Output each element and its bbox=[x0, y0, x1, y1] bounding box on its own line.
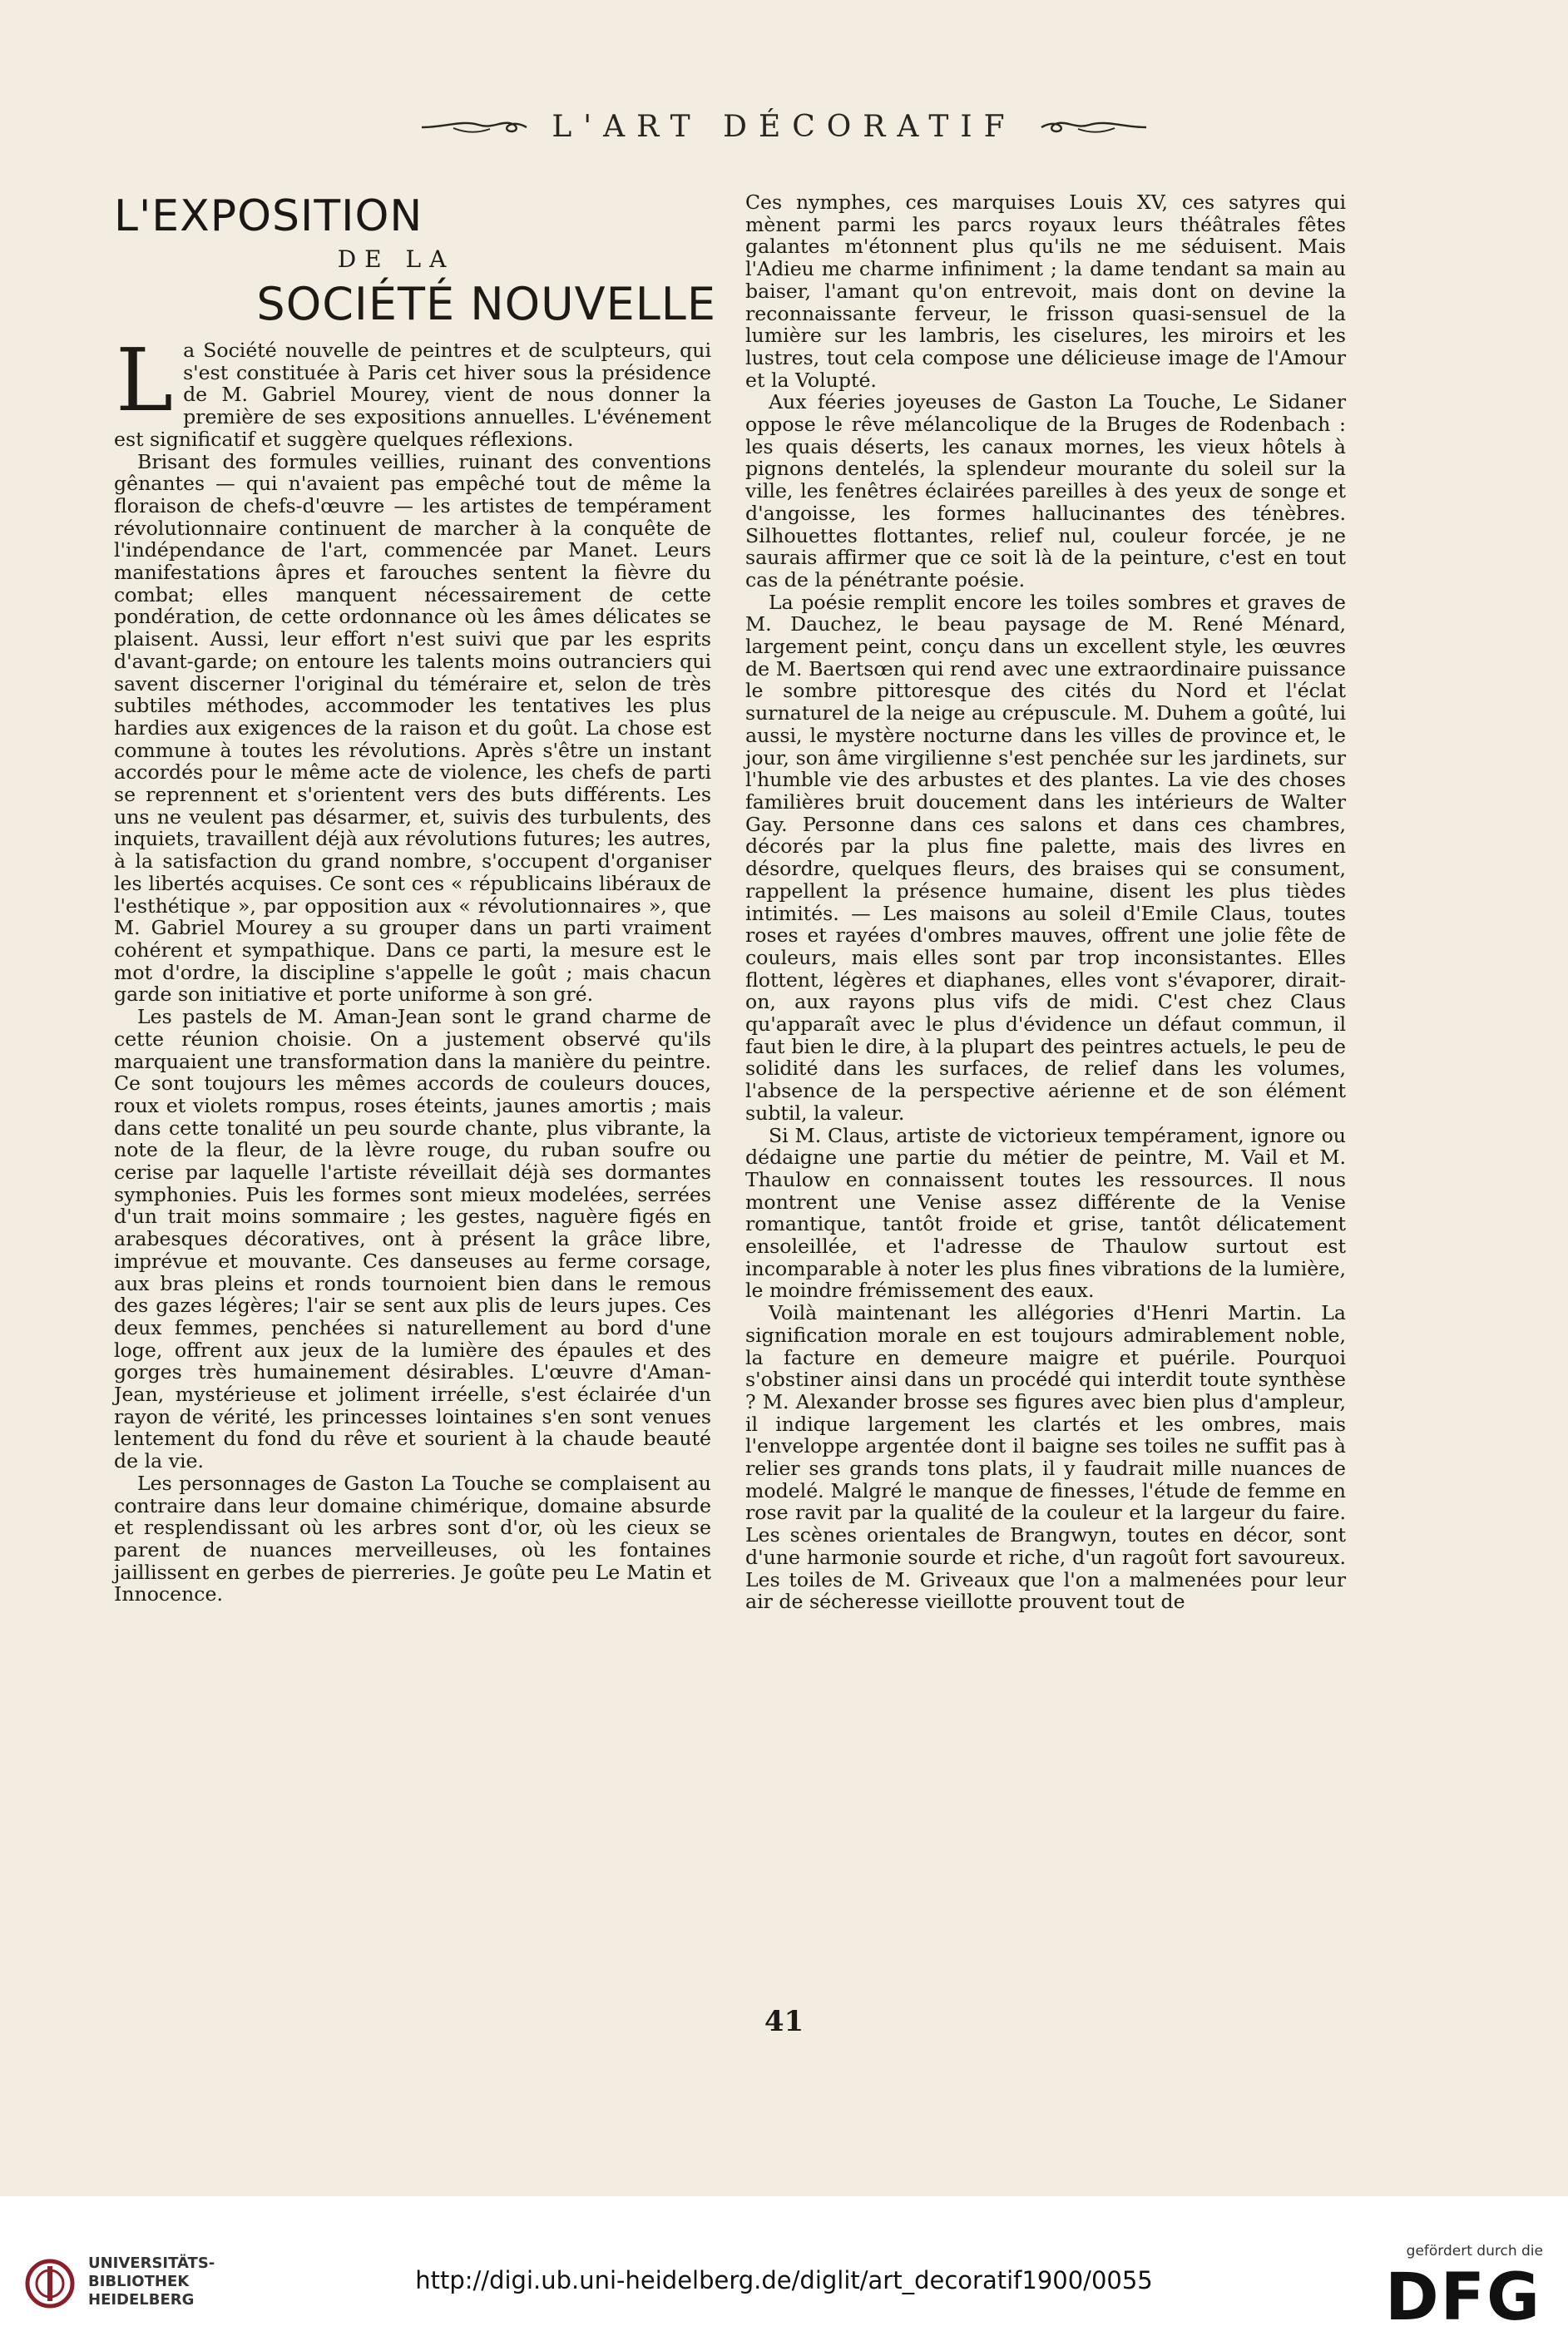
digitization-footer bbox=[0, 2196, 1568, 2351]
title-line-societe-nouvelle: SOCIÉTÉ NOUVELLE bbox=[256, 278, 716, 330]
paragraph bbox=[114, 329, 711, 451]
paragraph: Voilà maintenant les allégories d'Henri Martin. La signification morale en est toujours admirablement noble, la facture en demeure maigre et puérile. Pourquoi s'obstiner ainsi dans un procédé qui interdit toute synthèse ? M. Alexander brosse ses figures avec bien plus d'ampleur, il indique largement les clartés et les ombres, mais l'enveloppe argentée dont il baigne ses toiles ne suffit pas à relier ses grands tons plats, il y faudrait mille nuances de modelé. Malgré le manque de finesses, l'étude de femme en rose ravit par la qualité de la couleur et la largeur du faire. Les scènes orientales de Brangwyn, toutes en décor, sont d'une harmonie sourde et riche, d'un ragoût fort savoureux. Les toiles de M. Griveaux que l'on a malmenées pour leur air de sécheresse vieillotte prouvent tout de bbox=[745, 1301, 1346, 1614]
drop-cap: L bbox=[116, 329, 174, 431]
university-name-line: HEIDELBERG bbox=[88, 2291, 195, 2309]
university-name-line: UNIVERSITÄTS- bbox=[88, 2254, 215, 2272]
paragraph: Ces nymphes, ces marquises Louis XV, ces satyres qui mènent parmi les parcs royaux leurs théâtrales fêtes galantes m'étonnent plus qu'ils ne me séduisent. Mais l'Adieu me charme infiniment ; la dame tendant sa main au baiser, l'amant qu'on entrevoit, mais dont on devine la reconnaissante ferveur, le frisson quasi-sensuel de la lumière sur les lambris, les ciselures, les miroirs et les lustres, tout cela compose une délicieuse image de l'Amour et la Volupté. bbox=[745, 191, 1346, 392]
paragraph: Aux féeries joyeuses de Gaston La Touche, Le Sidaner oppose le rêve mélancolique de la Bruges de Rodenbach : les quais déserts, les canaux mornes, les vieux hôtels à pignons dentelés, la splendeur mourante du soleil sur la ville, les fenêtres éclairées pareilles à des yeux de songe et d'angoisse, les formes hallucinantes des ténèbres. Silhouettes flottantes, relief nul, couleur forcée, je ne saurais affirmer que ce soit là de la peinture, c'est en tout cas de la pénétrante poésie. bbox=[745, 390, 1346, 591]
right-flourish-ornament bbox=[1040, 116, 1148, 138]
university-name-line: BIBLIOTHEK bbox=[88, 2273, 190, 2290]
paragraph: Les personnages de Gaston La Touche se complaisent au contraire dans leur domaine chimérique, domaine absurde et resplendissant où les arbres sont d'or, où les cieux se parent de nuances merveilleuses, où les fontaines jaillissent en gerbes de pierreries. Je goûte peu Le Matin et Innocence. bbox=[114, 1471, 711, 1606]
page-number: 41 bbox=[764, 2005, 804, 2038]
left-flourish-ornament bbox=[420, 116, 528, 138]
left-column bbox=[114, 181, 716, 1606]
source-url-link[interactable]: http://digi.ub.uni-heidelberg.de/diglit/art_decoratif1900/0055 bbox=[415, 2266, 1153, 2294]
paragraph: Si M. Claus, artiste de victorieux tempérament, ignore ou dédaigne une partie du métier de peintre, M. Vail et M. Thaulow en connaissent toutes les ressources. Il nous montrent une Venise assez différente de la Venise romantique, tantôt froide et grise, tantôt délicatement ensoleillée, et l'adresse de Thaulow surtout est incomparable à noter les plus fines vibrations de la lumière, le moindre frémissement des eaux. bbox=[745, 1123, 1346, 1303]
title-line-de-la: DE LA bbox=[337, 245, 455, 273]
paragraph: La poésie remplit encore les toiles sombres et graves de M. Dauchez, le beau paysage de M. René Ménard, largement peint, conçu dans un excellent style, les œuvres de M. Baertsœn qui rend avec une extraordinaire puissance le sombre pittoresque des cités du Nord et l'éclat surnaturel de la neige au crépuscule. M. Duhem a goûté, lui aussi, le mystère nocturne dans les villes de province et, le jour, son âme virgilienne s'est penchée sur les jardinets, sur l'humble vie des arbustes et des plantes. La vie des choses familières bruit doucement dans les intérieurs de Walter Gay. Personne dans ces salons et dans ces chambres, décorés par la plus fine palette, mais des livres en désordre, quelques fleurs, des braises qui se consument, rappellent la présence humaine, disent les plus tièdes intimités. — Les maisons au soleil d'Emile Claus, toutes roses et rayées d'ombres mauves, offrent une jolie fête de couleurs, mais elles sont par trop inconsistantes. Elles flottent, légères et diaphanes, elles vont s'évaporer, dirait-on, aux rayons plus vifs de midi. C'est chez Claus qu'apparaît avec le plus d'évidence un défaut commun, il faut bien le dire, à la plupart des peintres actuels, le peu de solidité dans les surfaces, de relief dans les volumes, l'absence de la perspective aérienne et de son élément subtil, la valeur. bbox=[745, 590, 1346, 1125]
running-header bbox=[0, 110, 1568, 144]
dfg-logo: DFG bbox=[1384, 2260, 1541, 2335]
title-line-exposition: L'EXPOSITION bbox=[114, 191, 423, 241]
running-header-title: L'ART DÉCORATIF bbox=[552, 110, 1016, 144]
paragraph-text: a Société nouvelle de peintres et de sculpteurs, qui s'est constituée à Paris cet hiver sous la présidence de M. Gabriel Mourey, vient de nous donner la première de ses expositions annuelles. L'événement est significatif et suggère quelques réflexions. bbox=[114, 339, 711, 451]
article-title bbox=[114, 191, 716, 331]
funding-label: gefördert durch die bbox=[1406, 2243, 1543, 2259]
paragraph: Les pastels de M. Aman-Jean sont le grand charme de cette réunion choisie. On a justement observé qu'ils marquaient une transformation dans la manière du peintre. Ce sont toujours les mêmes accords de couleurs douces, roux et violets rompus, roses éteints, jaunes amortis ; mais dans cette tonalité un peu sourde chante, plus vibrante, la note de la fleur, de la lèvre rouge, du ruban soufre ou cerise par laquelle l'artiste réveillait déjà ses dormantes symphonies. Puis les formes sont mieux modelées, serrées d'un trait moins sommaire ; les gestes, naguère figés en arabesques décoratives, ont à présent la grâce libre, imprévue et mouvante. Ces danseuses au ferme corsage, aux bras pleins et ronds tournoient bien dans le remous des gazes légères; l'air se sent aux plis de leurs jupes. Ces deux femmes, penchées si naturellement au bord d'une loge, offrent aux jeux de la lumière des épaules et des gorges très humainement désirables. L'œuvre d'Aman-Jean, mystérieuse et joliment irréelle, s'est éclairée d'un rayon de vérité, les princesses lointaines s'en sont venues lentement du fond du rêve et sourient à la chaude beauté de la vie. bbox=[114, 1005, 711, 1473]
right-column bbox=[745, 191, 1346, 1613]
paragraph: Brisant des formules veillies, ruinant des conventions gênantes — qui n'avaient pas empêché tout de même la floraison de chefs-d'œuvre — les artistes de tempérament révolutionnaire continuent de marcher à la conquête de l'indépendance de l'art, commencée par Manet. Leurs manifestations âpres et farouches sentent la fièvre du combat; elles manquent nécessairement de cette pondération, de cette ordonnance où les âmes délicates se plaisent. Aussi, leur effort n'est suivi que par les esprits d'avant-garde; on entoure les talents moins outranciers qui savent discerner l'original du téméraire et, selon de très subtiles méthodes, accommoder les tentatives les plus hardies aux exigences de la raison et du goût. La chose est commune à toutes les révolutions. Après s'être un instant accordés pour le même acte de violence, les chefs de parti se reprennent et s'orientent vers des buts différents. Les uns ne veulent pas désarmer, et, suivis des turbulents, des inquiets, travaillent déjà aux révolutions futures; les autres, à la satisfaction du grand nombre, s'occupent d'organiser les libertés acquises. Ce sont ces « républicains libéraux de l'esthétique », par opposition aux « révolutionnaires », que M. Gabriel Mourey a su grouper dans un parti vraiment cohérent et sympathique. Dans ce parti, la mesure est le mot d'ordre, la discipline s'appelle le goût ; mais chacun garde son initiative et porte uniforme à son gré. bbox=[114, 449, 711, 1007]
